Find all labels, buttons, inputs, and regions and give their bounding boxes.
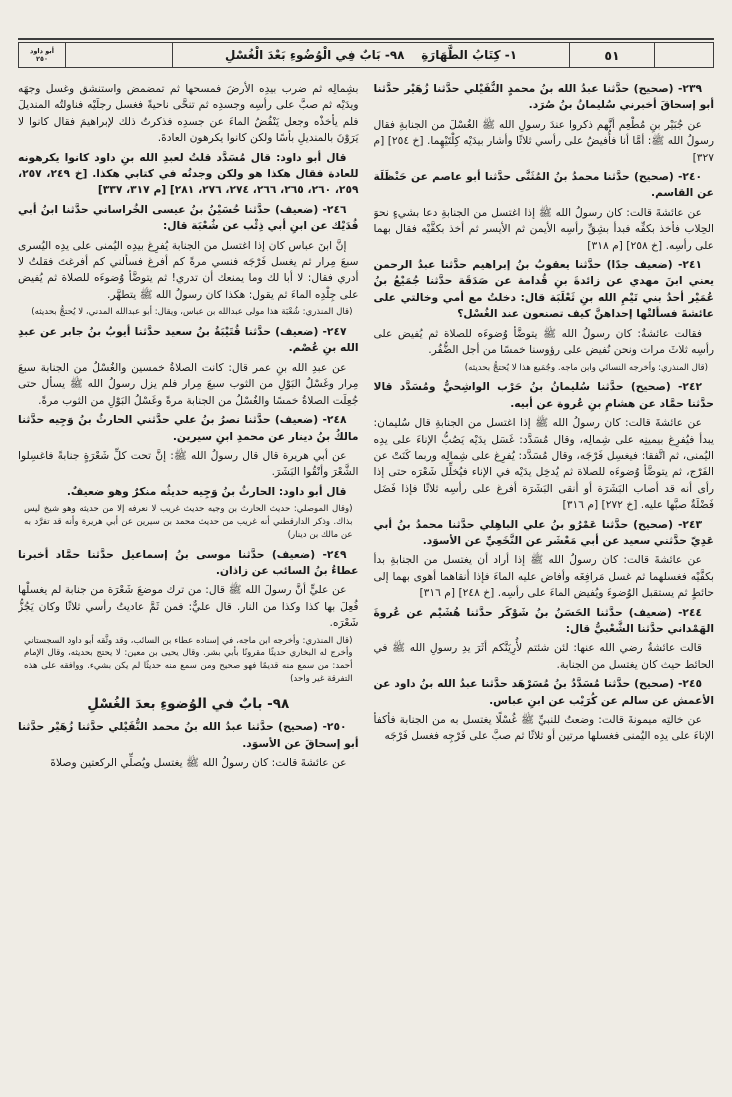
- hadith-246-isnad: ٢٤٦- (ضعيف) حدَّثنا حُسَيْنُ بنُ عيسى الخُراساني حدَّثنا ابنُ أبي فُدَيْك عن ابنِ أبي ذِئْب عن شُعْبَة قال:: [18, 202, 359, 233]
- hadith-242-matn: عن عائشةَ قالت: كان رسولُ الله ﷺ إذا اغتسل من الجنابةِ قال سُليمان: يبدأ فيُفرِغ بيمينِه على شِمالِه، وقال مُسَدَّد: غَسَل يدَيْه يَصُبُّ الإناءَ على يدِه اليُمنى، ثم اتَّفقا: فيغسِل فَرْجَه، وقال مُسَدَّد: يُفرِغ على شِمالِه وربما كَنَتْ عن الفَرْج، ثم يتوضَّأ وُضوءَه للصلاة ثم يُدخِل يدَيْه في الإناء فيُخلِّل شَعْرَه حتى إذا رأى أنه قد أصاب البَشَرَة أو أنقى البَشَرَة أفرغ على رأسِه ثلاثًا فإذا فَضَل فَضْلَةٌ صبَّها عليه. [خ ٢٧٢] [م ٣١٦]: [373, 416, 714, 512]
- mundhiri-note-246: (قال المنذري: شُعْبَة هذا مولى عبدالله بن عباس، ويقال: أبو عبدالله المدني، لا يُحتجُّ بحديثه): [31, 307, 353, 318]
- hadith-247-matn: عن عبدِ الله بنِ عمر قال: كانت الصلاةُ خمسين والغُسْلُ من الجنابة سبعَ مِرار وغَسْلُ البَوْلِ من الثوب سبعَ مِرار فلم يزل رسولُ الله ﷺ يسأل حتى جُعِلَت الصلاةُ خمسًا والغُسْلُ من الجنابة مرةً وغَسْلُ البَوْلِ من الثوب مرةً.: [18, 360, 359, 407]
- hadith-249-isnad: ٢٤٩- (ضعيف) حدَّثنا موسى بنُ إسماعيل حدَّثنا حمَّاد أخبرنا عطاءُ بنُ السائب عن زاذان.: [18, 547, 359, 577]
- hadith-249-matn: عن عليٍّ أنَّ رسولَ الله ﷺ قال: من ترك موضعَ شَعْرَة من جنابة لم يغسلْها فُعِلَ بها كذا وكذا من النار. قال عليٌّ: فمن ثَمَّ عاديتُ رأسي ثلاثًا وكان يَجُزُّ شَعْرَه.: [18, 583, 359, 630]
- abu-dawud-comment-248: قال أبو داود: الحارثُ بنُ وَجِيه حديثُه منكرٌ وهو ضعيفٌ.: [66, 484, 347, 498]
- mundhiri-note-241: (قال المنذري: وأخرجه النسائي وابن ماجه. وجُمَيع هذا لا يُحتجُّ بحديثه): [464, 362, 708, 373]
- abu-dawud-comment-245: قال أبو داود: قال مُسَدَّد قلتُ لعبدِ الله بنِ داود كانوا يكرهونه للعادة فقال هكذا هو ولكن وجدتُه في كتابي هكذا. [خ ٢٤٩، ٢٥٧، ٢٥٩، ٢٦٠، ٢٦٥، ٢٦٦، ٢٧٤، ٢٧٦، ٢٨١] [م ٣١٧، ٣٣٧]: [18, 150, 359, 197]
- hadith-239-isnad: ٢٣٩- (صحيح) حدَّثنا عبدُ الله بنُ محمدٍ النُّفَيْلي حدَّثنا زُهَيْر حدَّثنا أبو إسحاقَ أخبرني سُليمانُ بنُ صُرَد.: [373, 82, 714, 112]
- bab-heading-98: ٩٨- بابٌ في الوُضوءِ بعدَ الغُسْلِ: [87, 695, 290, 712]
- hadith-248-isnad: ٢٤٨- (ضعيف) حدَّثنا نصرُ بنُ علي حدَّثني الحارثُ بنُ وَجِيه حدَّثنا مالكُ بنُ دينار عن محمدِ ابنِ سيرين.: [18, 413, 359, 443]
- hadith-243-isnad: ٢٤٣- (صحيح) حدَّثنا عَمْرُو بنُ علي الباهِلي حدَّثنا محمدُ بنُ أبي عَدِيّ حدَّثني سعيد عن أبي مَعْشَر عن النَّخَعِيِّ عن الأسوَد.: [373, 517, 714, 547]
- header-cell-empty-left: [65, 43, 172, 67]
- hadith-250-isnad: ٢٥٠- (صحيح) حدَّثنا عبدُ الله بنُ محمد النُّفَيْلي حدَّثنا زُهَيْر حدَّثنا أبو إسحاقَ عن الأسوَد.: [18, 720, 359, 750]
- edition-stamp: [19, 43, 65, 67]
- hadith-244-isnad: ٢٤٤- (ضعيف) حدَّثنا الحَسَنُ بنُ شَوْكَر حدَّثنا هُشَيْم عن عُروةَ الهَمْداني حدَّثنا الشَّعْبيُّ قال:: [373, 605, 714, 635]
- mundhiri-note-249: (قال المنذري: وأخرجه ابن ماجه، في إسناده عطاء بن السائب، وقد وثَّقه أبو داود السجستاني وأخرج له البخاري حديثًا مقرونًا بأبي بشر. وقال يحيى بن معين: لا يحتج بحديثه، وقال الإمام أحمد: من سمع منه قديمًا فهو صحيح ومن سمع منه حديثًا لم يكن بشيء. ووافقه على هذه التفرقة غير واحد): [24, 635, 353, 684]
- column-left: [18, 81, 359, 1075]
- hadith-245-isnad: ٢٤٥- (صحيح) حدَّثنا مُسَدَّدُ بنُ مُسَرْهَد حدَّثنا عبدُ الله بنُ داود عن الأعمش عن سالم عن كُرَيْب عن ابنِ عباس.: [373, 677, 714, 707]
- text-columns: [18, 81, 714, 1075]
- header-table: [18, 42, 714, 68]
- hadith-248-matn: عن أبي هريرة قال قال رسولُ الله ﷺ: إنَّ تحت كلِّ شَعْرَةٍ جنابةً فاغسِلوا الشَّعْرَ وأنْقُوا البَشَرَ.: [18, 448, 359, 479]
- page-header: [18, 38, 714, 68]
- hadith-242-isnad: ٢٤٢- (صحيح) حدَّثنا سُليمانُ بنُ حَرْب الواشِحيُّ ومُسَدَّد قالا حدَّثنا حمَّاد عن هشامِ بنِ عُروة عن أبيه.: [373, 380, 714, 410]
- hadith-243-matn: عن عائشةَ قالت: كان رسولُ الله ﷺ إذا أراد أن يغتسل من الجنابةِ بدأ بكفَّيْه فغسلهما ثم غسل مَرافِغَه وأفاض عليه الماءَ فإذا أنقاهما أهوى بهما إلى حائطٍ ثم يستقبل الوُضوءَ ويُفيض الماءَ على رأسِه. [خ ٢٤٨] [م ٣١٦]: [373, 553, 714, 600]
- hadith-250-matn: عن عائشةَ قالت: كان رسولُ الله ﷺ يغتسل ويُصلِّي الركعتين وصلاةَ: [50, 755, 347, 769]
- hadith-241-isnad: ٢٤١- (ضعيف جدًا) حدَّثنا يعقوبُ بنُ إبراهيم حدَّثنا عبدُ الرحمن يعني ابنَ مهدي عن زائدةَ بنِ قُدامة عن صَدَقَة حدَّثنا جُمَيْعُ بنُ عُمَيْر أحدُ بني تَيْمِ الله بنِ ثَعْلَبَة قال: دخلتُ مع أمي وخالتي على عائشةَ فسألتْها إحداهنَّ كيف تصنعون عند الغُسْل؟: [373, 258, 714, 321]
- hadith-245-matn-continued: بشِمالِه ثم ضرب بيدِه الأرضَ فمسحها ثم تمضمض واستنشق وغسل وجهَه ويدَيْه ثم صبَّ على رأسِه وجسدِه ثم تنحَّى ناحيةً فغسل رجلَيْه فناولتُه المنديلَ فلم يأخذْه وجعل يَنْفُضُ الماءَ عن جسدِه فذكرتُ ذلك لإبراهيمَ فقال كانوا لا يَرَوْنَ بالمنديلِ بأسًا ولكن كانوا يكرهون العادةَ.: [18, 82, 359, 145]
- hadith-245-matn: عن خالتِه ميمونةَ قالت: وضعتُ للنبيِّ ﷺ غُسْلًا يغتسل به من الجنابة فأكفأ الإناءَ على يدِه اليُمنى فغسلها مرتين أو ثلاثًا ثم صبَّ على فَرْجِه فغسل فَرْجَه: [373, 713, 714, 743]
- page-number: ٥١: [569, 43, 654, 67]
- chapter-title: ١- كِتَابُ الطَّهَارَةِ ٩٨- بَابٌ فِي الْوُضُوءِ بَعْدَ الْغُسْلِ: [172, 43, 569, 67]
- edition-stamp-number: ٢٥٠: [36, 55, 48, 63]
- hadith-247-isnad: ٢٤٧- (ضعيف) حدَّثنا قُتَيْبَةُ بنُ سعيد حدَّثنا أيوبُ بنُ جابر عن عبدِ الله بنِ عُصْم.: [18, 325, 359, 355]
- edition-stamp-book: أبو داود: [30, 46, 54, 55]
- hadith-239-matn: عن جُبَيْر بنِ مُطْعِم أنَّهم ذكروا عندَ رسولِ الله ﷺ الغُسْلَ من الجنابةِ فقال رسولُ الله ﷺ: أمَّا أنا فأُفيضُ على رأسي ثلاثًا وأشار بيدَيْه كِلْتَيْهِما. [خ ٢٥٤] [م ٣٢٧]: [373, 117, 714, 164]
- mawsili-note-248: (وقال الموصلي: حديث الحارث بن وجيه حديث غريب لا نعرفه إلا من حديثه وهو شيخ ليس بذاك. وذكر الدارقطني أنه غريب من حديث محمد بن سيرين عن أبي هريرة وأنه قد تفرَّد به عن مالك بن دينار): [24, 504, 353, 540]
- column-right: [374, 81, 715, 1075]
- hadith-240-matn: عن عائشةَ قالت: كان رسولُ الله ﷺ إذا اغتسل من الجنابةِ دعا بشيءٍ نحوَ الحِلاب فأخذ بكفِّه فبدأ بشِقِّ رأسِه الأيمن ثم الأيسر ثم أخذ بكفَّيْه فقال بهما على رأسِه. [خ ٢٥٨] [م ٣١٨]: [373, 205, 714, 252]
- hadith-241-matn: فقالت عائشةُ: كان رسولُ الله ﷺ يتوضَّأ وُضوءَه للصلاة ثم يُفيض على رأسِه ثلاثَ مرات ونحن نُفيض على رؤوسنا خمسًا من أجل الضُّفُر.: [373, 326, 714, 357]
- hadith-244-matn: قالت عائشةُ رضي الله عنها: لئن شئتم لأُرِيَنَّكم أثَرَ يدِ رسولِ الله ﷺ في الحائط حيث كان يغتسل من الجنابة.: [373, 641, 714, 671]
- hadith-246-matn: إنَّ ابنَ عباس كان إذا اغتسل من الجنابة يُفرِغ بيدِه اليُمنى على يدِه اليُسرى سبعَ مِرار ثم يغسل فَرْجَه فنسي مرةً كم أفرغ فسألني كم أفرغتَ فقلتُ لا أدري فقال: لا أبا لك وما يمنعك أن تدري! ثم يتوضَّأ وُضوءَه للصلاة ثم يُفيض على جِلْدِه الماءَ ثم يقول: هكذا كان رسولُ الله ﷺ يتطهَّر.: [18, 238, 359, 301]
- header-cell-empty-right: [654, 43, 713, 67]
- hadith-240-isnad: ٢٤٠- (صحيح) حدَّثنا محمدُ بنُ المُثَنَّى حدَّثنا أبو عاصم عن حَنْظَلَة عن القاسم.: [373, 170, 714, 200]
